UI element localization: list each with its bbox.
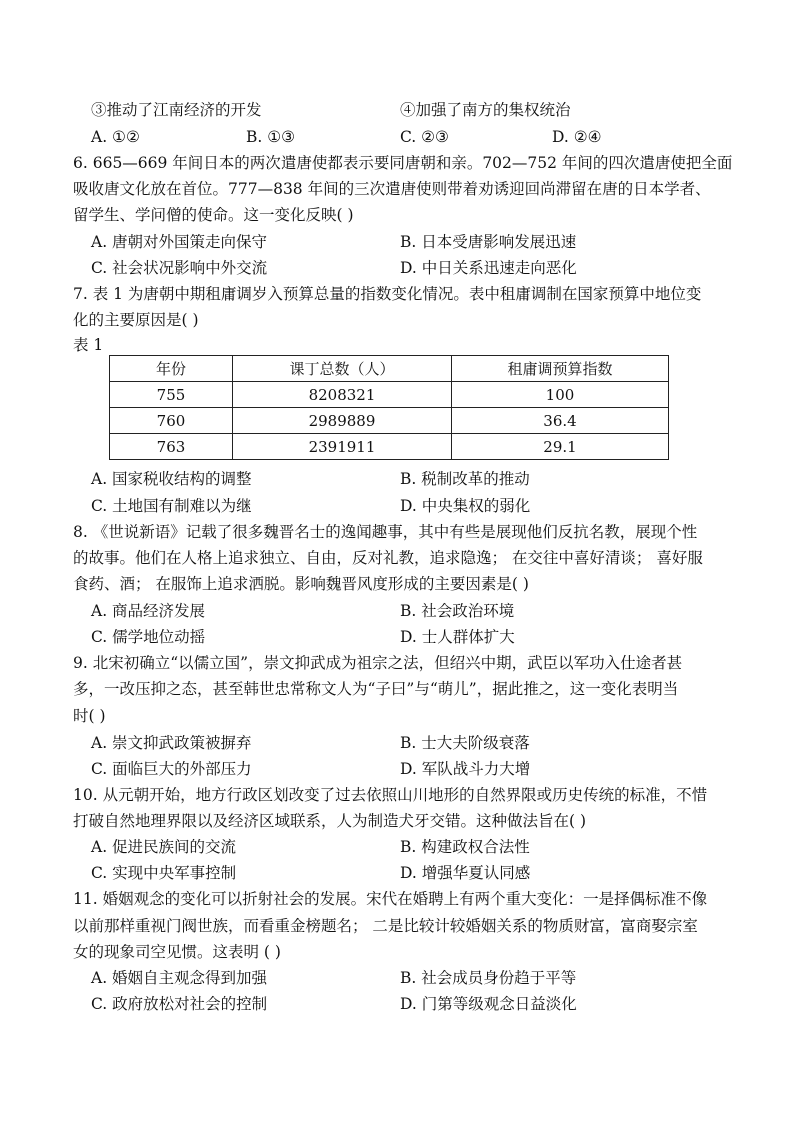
q7-stem-line-1: 7. 表 1 为唐朝中期租庸调岁入预算总量的指数变化情况。表中租庸调制在国家预算中地位变: [73, 285, 702, 303]
q10-choice-d: D. 增强华夏认同感: [400, 864, 531, 882]
table-cell: 2391911: [233, 434, 452, 460]
q7-choice-c: C. 土地国有制难以为继: [91, 497, 252, 515]
q10-choice-a: A. 促进民族间的交流: [91, 838, 237, 856]
q6-choice-b: B. 日本受唐影响发展迅速: [400, 233, 577, 251]
q6-stem-line-3: 留学生、学问僧的使命。这一变化反映( ): [73, 206, 354, 224]
q6-choice-c: C. 社会状况影响中外交流: [91, 259, 268, 277]
q9-choice-b: B. 士大夫阶级衰落: [400, 734, 530, 752]
table-cell: 755: [110, 382, 233, 408]
q9-choice-a: A. 崇文抑武政策被摒弃: [91, 734, 252, 752]
q8-stem-line-1: 8. 《世说新语》记载了很多魏晋名士的逸闻趣事，其中有些是展现他们反抗名教，展现个性: [73, 523, 698, 541]
q11-choice-c: C. 政府放松对社会的控制: [91, 995, 268, 1013]
q5-statement-3: ③推动了江南经济的开发: [91, 101, 262, 119]
q9-stem-line-3: 时( ): [73, 707, 106, 725]
q9-choice-d: D. 军队战斗力大增: [400, 760, 531, 778]
table-cell: 100: [452, 382, 669, 408]
q9-choice-c: C. 面临巨大的外部压力: [91, 760, 252, 778]
q9-stem-line-1: 9. 北宋初确立“以儒立国”，崇文抑武成为祖宗之法，但绍兴中期，武臣以军功入仕途者甚: [73, 654, 683, 672]
data-table: [109, 355, 669, 460]
q8-choice-a: A. 商品经济发展: [91, 602, 206, 620]
q5-statement-4: ④加强了南方的集权统治: [400, 101, 571, 119]
table-label: 表 1: [73, 336, 104, 354]
table-row: [110, 382, 669, 408]
q6-choice-d: D. 中日关系迅速走向恶化: [400, 259, 577, 277]
q7-stem-line-2: 化的主要原因是( ): [73, 311, 199, 329]
q8-stem-line-3: 食药、酒； 在服饰上追求洒脱。影响魏晋风度形成的主要因素是( ): [73, 575, 529, 593]
q11-stem-line-2: 以前那样重视门阀世族，而看重金榜题名； 二是比较计较婚姻关系的物质财富，富商娶宗室: [73, 917, 698, 935]
q8-choice-b: B. 社会政治环境: [400, 602, 515, 620]
q9-stem-line-2: 多，一改压抑之态，甚至韩世忠常称文人为“子曰”与“萌儿”，据此推之，这一变化表明当: [73, 680, 679, 698]
q6-choice-a: A. 唐朝对外国策走向保守: [91, 233, 268, 251]
table-header-index: 租庸调预算指数: [452, 356, 669, 382]
q11-choice-a: A. 婚姻自主观念得到加强: [91, 969, 268, 987]
table-header-population: 课丁总数（人）: [233, 356, 452, 382]
table-cell: 763: [110, 434, 233, 460]
q10-stem-line-2: 打破自然地理界限以及经济区域联系，人为制造犬牙交错。这种做法旨在( ): [73, 812, 587, 830]
q5-choice-a: A. ①②: [91, 128, 140, 146]
q5-choice-c: C. ②③: [400, 128, 449, 146]
table-cell: 760: [110, 408, 233, 434]
q8-stem-line-2: 的故事。他们在人格上追求独立、自由，反对礼教，追求隐逸； 在交往中喜好清谈； 喜好服: [73, 549, 703, 567]
table-header-year: 年份: [110, 356, 233, 382]
table-header-row: [110, 356, 669, 382]
q5-choice-d: D. ②④: [552, 128, 602, 146]
q11-stem-line-1: 11. 婚姻观念的变化可以折射社会的发展。宋代在婚聘上有两个重大变化：一是择偶标准不像: [73, 890, 708, 908]
table-row: [110, 434, 669, 460]
table-cell: 29.1: [452, 434, 669, 460]
q7-choice-b: B. 税制改革的推动: [400, 470, 530, 488]
q8-choice-d: D. 士人群体扩大: [400, 628, 515, 646]
q11-choice-d: D. 门第等级观念日益淡化: [400, 995, 577, 1013]
q11-choice-b: B. 社会成员身份趋于平等: [400, 969, 577, 987]
table-cell: 36.4: [452, 408, 669, 434]
table-cell: 8208321: [233, 382, 452, 408]
table-row: [110, 408, 669, 434]
table-cell: 2989889: [233, 408, 452, 434]
q11-stem-line-3: 女的现象司空见惯。这表明 ( ): [73, 943, 281, 961]
q7-choice-d: D. 中央集权的弱化: [400, 497, 531, 515]
q7-choice-a: A. 国家税收结构的调整: [91, 470, 252, 488]
q8-choice-c: C. 儒学地位动摇: [91, 628, 206, 646]
q10-choice-b: B. 构建政权合法性: [400, 838, 530, 856]
q6-stem-line-1: 6. 665—669 年间日本的两次遣唐使都表示要同唐朝和亲。702—752 年间的四次遣唐使把全面: [73, 154, 733, 172]
q5-choice-b: B. ①③: [246, 128, 296, 146]
q6-stem-line-2: 吸收唐文化放在首位。777—838 年间的三次遣唐使则带着劝诱迎回尚滞留在唐的日本学者、: [73, 180, 711, 198]
q10-choice-c: C. 实现中央军事控制: [91, 864, 237, 882]
q10-stem-line-1: 10. 从元朝开始，地方行政区划改变了过去依照山川地形的自然界限或历史传统的标准，不惜: [73, 786, 708, 804]
